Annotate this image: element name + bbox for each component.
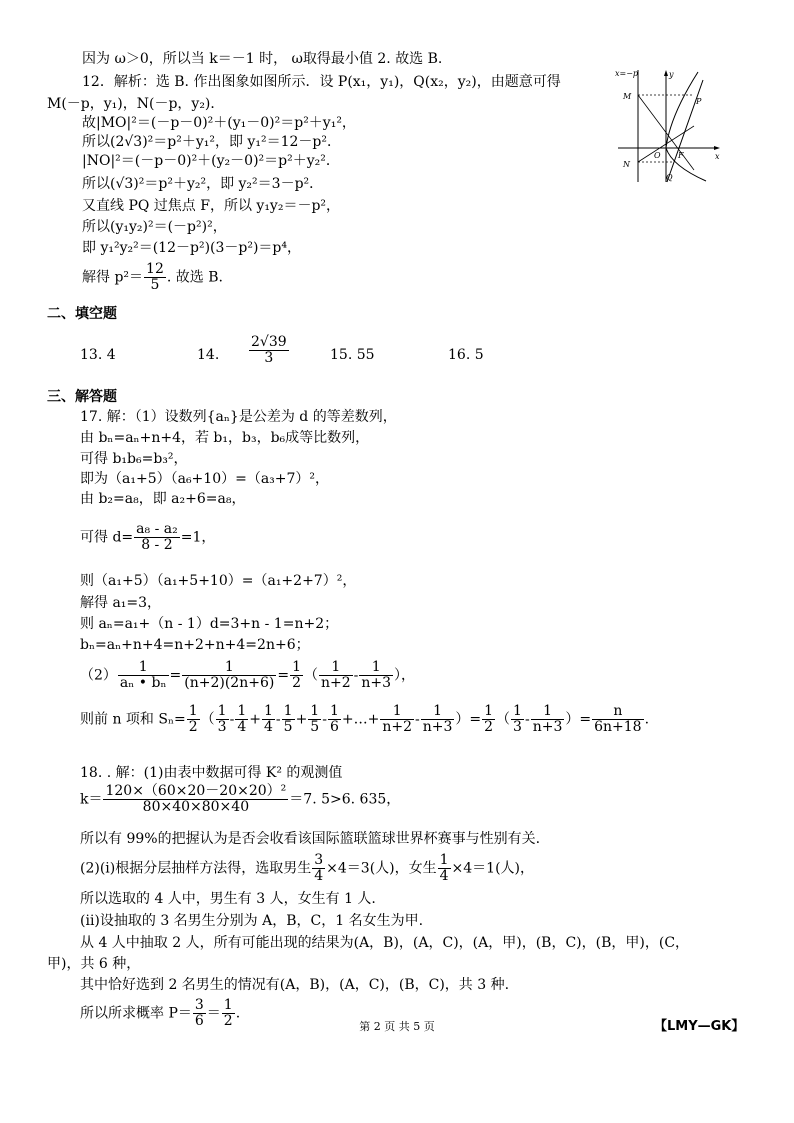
q17-line-1: 17. 解：（1）设数列{aₙ}是公差为 d 的等差数列， [80,409,397,425]
q18-line-7: 从 4 人中抽取 2 人，所有可能出现的结果为(A，B)，(A，C)，(A，甲)，(B，C)，(B，甲)，(C， [80,935,690,951]
q12-line-1: 12．解析：选 B. 作出图象如图所示．设 P(x₁，y₁)，Q(x₂，y₂)，由题意可得 [82,74,561,90]
point-f-label: F [678,151,684,160]
numerator: 1 [359,660,393,676]
q17-part-2: （2） $\frac{1}{\text{aₙ • bₙ}}$ = $\frac{1}{(n+2)(2n+6)}$ = $\frac{1}{2}$ （ $\frac{1}{n+2}$ - $\frac{1}{n+3}$ ）， [80,659,416,691]
q12-line-9: 即 y₁²y₂²＝(12－p²)(3－p²)＝p⁴， [82,240,302,256]
numerator: 1 [217,703,227,719]
fraction [235,704,248,735]
sum-label: 则前 n 项和 Sₙ= [80,711,186,728]
point-m-label: M [623,92,632,101]
q18-k-formula [80,784,400,815]
fraction [380,704,414,735]
fraction-2root39-over-3 [249,335,289,366]
numerator: 3 [194,997,204,1013]
fraction [421,704,455,735]
q18-line-4-text: (2)(ⅰ)根据分层抽样方法得，选取男生 [80,860,312,877]
numerator: 1 [380,704,414,720]
q12-line-10-text: 解得 p²＝ [82,269,144,286]
denominator: n+3 [361,675,392,691]
q12-line-10 [82,262,223,293]
denominator: aₙ • bₙ [119,675,167,691]
part-2-end: ）， [394,667,416,684]
numerator: 1 [329,703,339,719]
numerator: 12 [146,261,164,277]
q17-line-10: bₙ=aₙ+n+4=n+2+n+4=2n+6； [80,637,310,653]
q11-conclusion: 因为 ω＞0，所以当 k＝－1 时， ω取得最小值 2. 故选 B. [82,51,443,67]
denominator: 2 [484,719,494,735]
fraction [511,704,524,735]
denominator: 6n+18 [594,719,642,735]
numerator: 1 [182,660,276,676]
q17-line-4: 即为（a₁+5）（a₆+10）=（a₃+7）²， [80,471,330,487]
q17-line-6-text: 可得 d= [80,529,134,546]
y-axis-arrow [664,70,668,76]
q18-line-4-mid: ×4＝3(人)，女生 [326,860,437,877]
section-3-title: 三、解答题 [47,389,117,405]
denominator: 80×40×80×40 [142,799,250,815]
q12-line-7: 又直线 PQ 过焦点 F，所以 y₁y₂＝－p²， [82,198,341,214]
denominator: 4 [314,868,324,884]
k-result: ＝7. 5>6. 635， [289,791,401,808]
denominator: 4 [439,868,449,884]
part-2-label: （2） [80,667,117,684]
page-footer: 第 2 页 共 5 页 [359,1020,435,1033]
numerator: 1 [118,660,169,676]
q12-line-10-end: . 故选 B. [166,269,223,286]
answer-15: 15. 55 [330,347,375,363]
answer-14-value [248,335,290,366]
point-p-label: P [696,97,702,106]
section-2-title: 二、填空题 [47,306,117,322]
fraction-d [134,522,180,553]
q18-line-3: 所以有 99%的把握认为是否会收看该国际篮联篮球世界杯赛事与性别有关. [80,831,541,847]
denominator: 8 - 2 [141,537,173,553]
fraction [262,704,275,735]
numerator: 1 [223,997,233,1013]
q12-line-2: M(－p，y₁)，N(－p，y₂)． [47,96,225,112]
q18-line-6: (ⅱ)设抽取的 3 名男生分别为 A，B，C，1 名女生为甲. [80,913,424,929]
point-o-label: O [654,151,661,160]
q18-line-8: 甲)，共 6 种， [47,956,141,972]
q18-line-10-text: 所以所求概率 P＝ [80,1005,192,1022]
denominator: 2 [188,719,198,735]
q12-line-4: 所以(2√3)²＝p²＋y₁²，即 y₁²＝12－p²． [82,134,341,150]
x-axis-arrow [714,146,720,150]
q17-line-6-end: =1， [180,529,216,546]
fraction [282,704,295,735]
fraction [187,704,200,735]
q17-line-2: 由 bₙ=aₙ+n+4，若 b₁，b₃，b₆成等比数列， [80,430,370,446]
fraction-1-over-4 [438,853,451,884]
denominator: n+2 [320,675,351,691]
denominator: 3 [264,350,274,366]
q18-line-9: 其中恰好选到 2 名男生的情况有(A，B)，(A，C)，(B，C)，共 3 种. [80,977,510,993]
fraction [482,704,495,735]
numerator: n [592,704,643,720]
q18-line-1: 18. . 解：(1)由表中数据可得 K² 的观测值 [80,765,343,781]
denominator: 5 [310,719,320,735]
equals: ＝ [206,1005,221,1022]
numerator: 1 [283,703,293,719]
fraction-12-over-5 [144,262,166,293]
point-q-label: Q [666,173,673,182]
q17-line-5: 由 b₂=a₈，即 a₂+6=a₈， [80,491,246,507]
fraction [182,660,276,691]
numerator: 1 [439,852,449,868]
q12-line-6: 所以(√3)²＝p²＋y₂²，即 y₂²＝3－p²． [82,176,324,192]
numerator: 1 [188,703,198,719]
denominator: 4 [237,719,247,735]
numerator: 1 [531,704,565,720]
document-tag: 【LMY—GK】 [654,1019,745,1034]
denominator: 6 [329,719,339,735]
numerator: 1 [421,704,455,720]
answer-16: 16. 5 [448,347,484,363]
fraction [328,704,341,735]
denominator: (n+2)(2n+6) [184,675,275,691]
point-n-label: N [623,160,630,169]
q18-line-4 [80,853,534,884]
q17-line-7: 则（a₁+5）（a₁+5+10）=（a₁+2+7）²， [80,573,357,589]
numerator: 1 [237,703,247,719]
q18-line-4-end: ×4＝1(人)， [451,860,535,877]
denominator: n+2 [382,719,412,735]
fraction-3-over-4 [312,853,325,884]
q17-line-3: 可得 b₁b₆=b₃²， [80,451,188,467]
k-label: k＝ [80,791,103,808]
numerator: 1 [292,659,301,675]
parabola-figure [614,66,724,184]
q17-line-6 [80,522,215,553]
q17-sum-line: 则前 n 项和 Sₙ= $\frac{1}{2}$ （ $\frac{1}{3}$ - $\frac{1}{4}$ + $\frac{1}{4}$ - $\frac{1}{5}$ + $\frac{1}{5}$ - $\frac{1}{6}$ +…+ $\frac{1}{n+2}$ - $\frac{1}{n+3}$ ）= $\frac{1}{2}$ （ $\frac{1}{3}$ - $\frac{1}{n+3}$ ）= $\frac{n}{6n+18}$ . [80,703,650,735]
numerator: 2√39 [251,334,287,350]
denominator: 2 [292,675,301,691]
q12-line-5: |NO|²＝(－p－0)²＋(y₂－0)²＝p²＋y₂²． [82,153,340,169]
numerator: 1 [319,660,353,676]
fraction [319,660,353,691]
period: . [235,1005,241,1022]
q17-line-8: 解得 a₁=3， [80,595,162,611]
denominator: 4 [263,719,273,735]
fraction [359,660,393,691]
numerator: 1 [484,703,494,719]
denominator: n+3 [422,719,453,735]
fraction [216,704,229,735]
answer-14-label: 14. [197,347,220,363]
denominator: n+3 [532,719,563,735]
q18-line-5: 所以选取的 4 人中，男生有 3 人，女生有 1 人. [80,891,376,907]
denominator: 2 [223,1013,233,1029]
q12-line-3: 故|MO|²＝(－p－0)²＋(y₁－0)²＝p²＋y₁²， [82,115,356,131]
denominator: 6 [194,1013,204,1029]
y-axis-label: y [669,70,674,79]
denominator: 3 [217,719,227,735]
directrix-label: x=−p [615,69,639,78]
fraction [531,704,565,735]
fraction [290,660,303,691]
fraction [592,704,643,735]
fraction-k [103,784,288,815]
q12-line-8: 所以(y₁y₂)²＝(－p²)²， [82,219,227,235]
fraction [118,660,169,691]
fraction [308,704,321,735]
line-pq [667,80,703,182]
numerator: 1 [310,703,320,719]
answer-13: 13. 4 [80,347,116,363]
numerator: a₈ - a₂ [136,521,178,537]
denominator: 3 [513,719,522,735]
numerator: 1 [513,703,522,719]
q17-line-9: 则 aₙ=a₁+（n - 1）d=3+n - 1=n+2； [80,616,339,632]
x-axis-label: x [715,152,720,161]
denominator: 5 [150,277,160,293]
numerator: 120×（60×20－20×20）² [105,783,287,799]
denominator: 5 [283,719,293,735]
numerator: 1 [263,703,273,719]
numerator: 3 [314,852,324,868]
